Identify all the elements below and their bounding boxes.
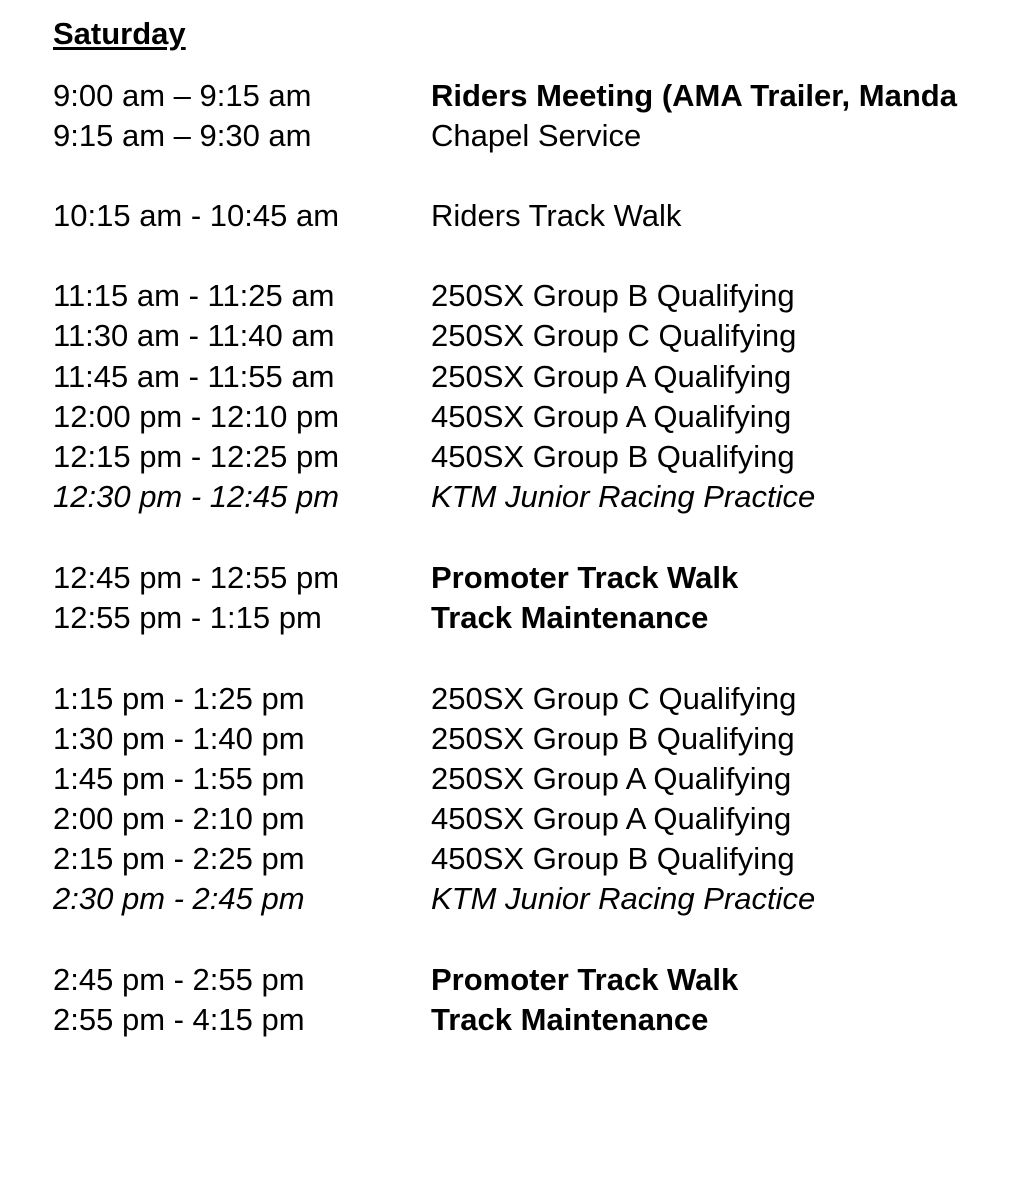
schedule-row — [0, 719, 1028, 759]
schedule-row — [0, 116, 1028, 156]
schedule-event: Track Maintenance — [431, 1002, 709, 1037]
schedule-row — [0, 558, 1028, 598]
schedule-time: 10:15 am - 10:45 am — [53, 198, 340, 233]
schedule-event: 250SX Group C Qualifying — [431, 318, 797, 353]
schedule-row — [0, 276, 1028, 316]
schedule-event: 250SX Group B Qualifying — [431, 721, 795, 756]
schedule-row — [0, 1000, 1028, 1040]
day-heading: Saturday — [53, 16, 186, 51]
schedule-row — [0, 679, 1028, 719]
schedule-time: 12:55 pm - 1:15 pm — [53, 600, 322, 635]
schedule-event: KTM Junior Racing Practice — [431, 881, 816, 916]
schedule-event: 450SX Group B Qualifying — [431, 439, 795, 474]
schedule-event: Promoter Track Walk — [431, 962, 739, 997]
schedule-time: 12:30 pm - 12:45 pm — [53, 479, 340, 514]
schedule-time: 11:45 am - 11:55 am — [53, 359, 335, 394]
schedule-time: 2:55 pm - 4:15 pm — [53, 1002, 305, 1037]
schedule-time: 9:00 am – 9:15 am — [53, 78, 312, 113]
schedule-event: 450SX Group A Qualifying — [431, 801, 792, 836]
schedule-row — [0, 76, 1028, 116]
schedule-event: Riders Track Walk — [431, 198, 682, 233]
schedule-row — [0, 839, 1028, 879]
schedule-time: 2:45 pm - 2:55 pm — [53, 962, 305, 997]
schedule-time: 1:45 pm - 1:55 pm — [53, 761, 305, 796]
schedule-time: 2:00 pm - 2:10 pm — [53, 801, 305, 836]
schedule-row — [0, 196, 1028, 236]
schedule-time: 11:15 am - 11:25 am — [53, 278, 335, 313]
schedule-row — [0, 799, 1028, 839]
schedule-time: 1:30 pm - 1:40 pm — [53, 721, 305, 756]
schedule-row — [0, 759, 1028, 799]
schedule-time: 11:30 am - 11:40 am — [53, 318, 335, 353]
schedule-row — [0, 960, 1028, 1000]
schedule-event: Track Maintenance — [431, 600, 709, 635]
schedule-time: 12:00 pm - 12:10 pm — [53, 399, 340, 434]
schedule-time: 9:15 am – 9:30 am — [53, 118, 312, 153]
schedule-time: 2:30 pm - 2:45 pm — [53, 881, 305, 916]
schedule-time: 2:15 pm - 2:25 pm — [53, 841, 305, 876]
schedule-row — [0, 879, 1028, 919]
schedule-event: Chapel Service — [431, 118, 642, 153]
schedule-event: Promoter Track Walk — [431, 560, 739, 595]
schedule-event: 250SX Group C Qualifying — [431, 681, 797, 716]
schedule-row — [0, 598, 1028, 638]
schedule-event: KTM Junior Racing Practice — [431, 479, 816, 514]
schedule-event: 250SX Group A Qualifying — [431, 761, 792, 796]
schedule-event: Riders Meeting (AMA Trailer, Manda — [431, 78, 957, 113]
schedule-event: 250SX Group B Qualifying — [431, 278, 795, 313]
schedule-row — [0, 437, 1028, 477]
schedule-row — [0, 397, 1028, 437]
schedule-event: 450SX Group B Qualifying — [431, 841, 795, 876]
schedule-row — [0, 477, 1028, 517]
schedule-event: 250SX Group A Qualifying — [431, 359, 792, 394]
schedule-time: 12:15 pm - 12:25 pm — [53, 439, 340, 474]
schedule-row — [0, 357, 1028, 397]
schedule-event: 450SX Group A Qualifying — [431, 399, 792, 434]
schedule-time: 1:15 pm - 1:25 pm — [53, 681, 305, 716]
schedule-row — [0, 316, 1028, 356]
schedule-time: 12:45 pm - 12:55 pm — [53, 560, 340, 595]
